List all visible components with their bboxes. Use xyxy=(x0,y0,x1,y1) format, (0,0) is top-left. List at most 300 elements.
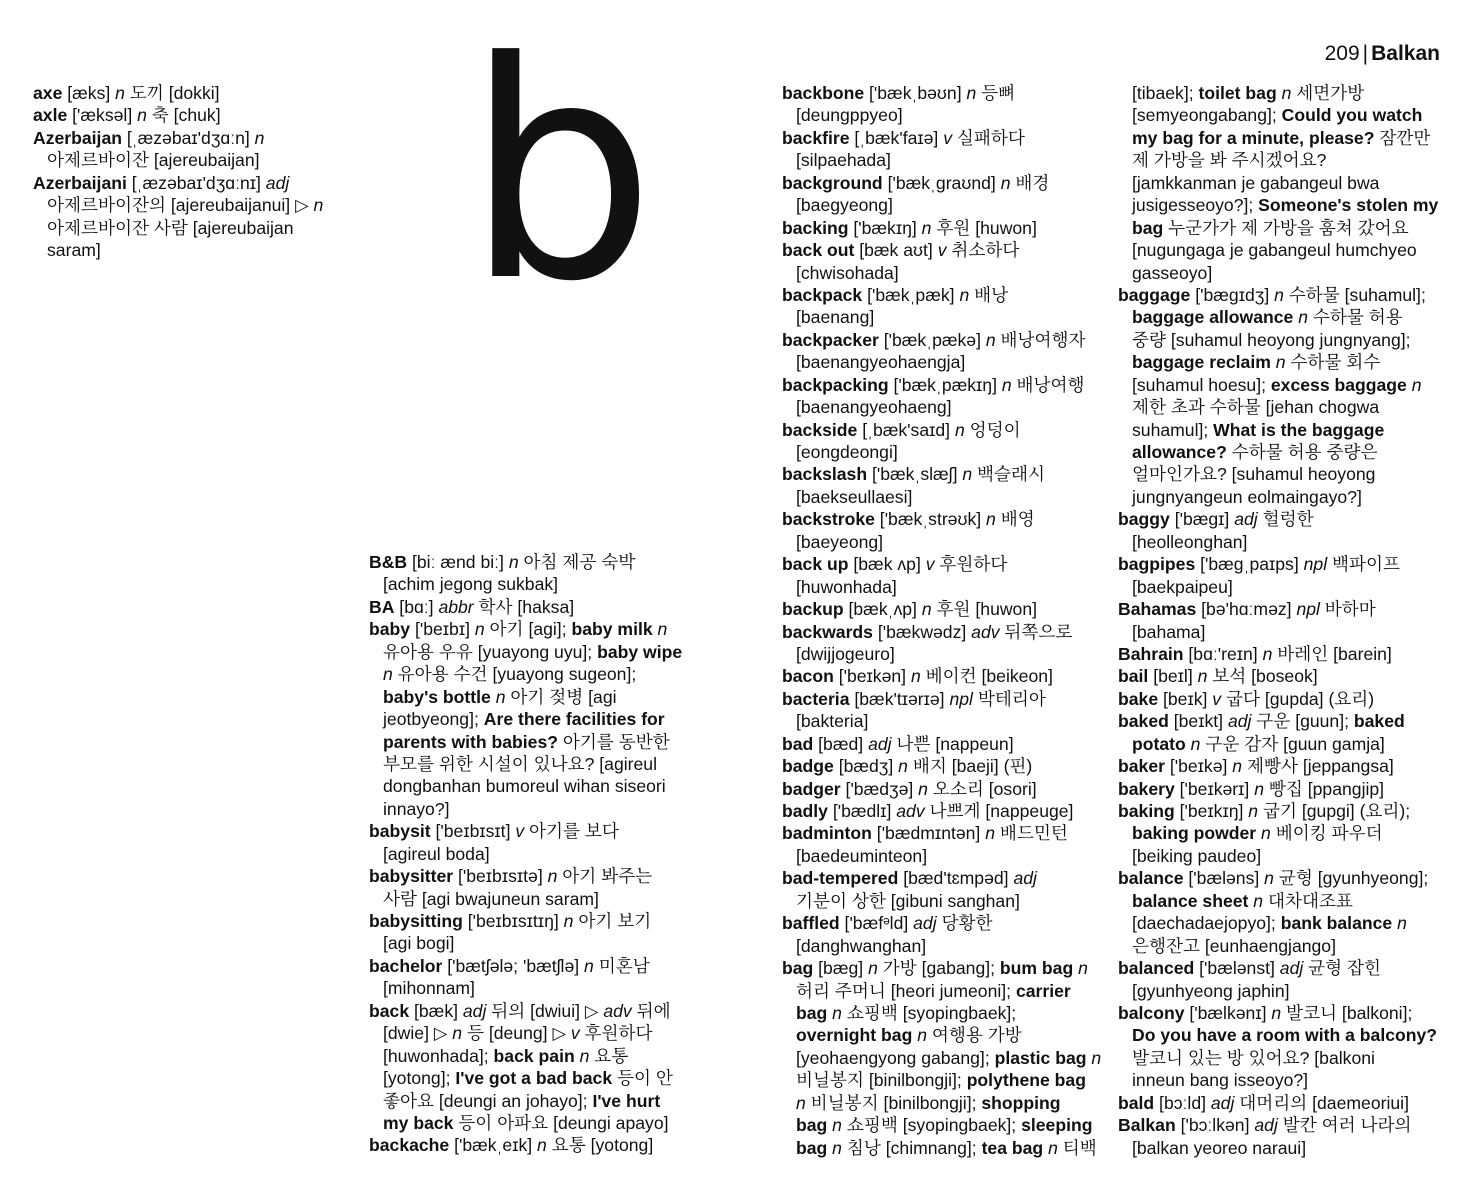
headword: background xyxy=(782,172,883,193)
entry-text: 베이컨 [beikeon] xyxy=(920,666,1053,687)
entry-line xyxy=(782,665,1112,687)
entry-line xyxy=(782,104,1112,126)
headword: baby wipe xyxy=(597,641,683,662)
part-of-speech: n xyxy=(1298,307,1309,328)
part-of-speech: n xyxy=(1281,83,1292,103)
entry-line xyxy=(782,306,1112,328)
entry-text: [bakteria] xyxy=(796,711,869,732)
part-of-speech: n xyxy=(474,619,485,640)
entry-text: 나쁘게 [nappeuge] xyxy=(924,801,1074,821)
headword: baked xyxy=(1118,711,1169,732)
entry-text: 아제르바이잔의 [ajereubaijanui] ▷ xyxy=(47,195,314,216)
entry-line xyxy=(369,820,699,842)
entry-text: 배경 xyxy=(1010,172,1050,193)
entry-line xyxy=(782,1047,1112,1069)
headword: I've hurt xyxy=(592,1090,661,1111)
entry-text: ['bælkənɪ] xyxy=(1184,1002,1272,1023)
headword: badly xyxy=(782,801,828,821)
entry-line xyxy=(782,508,1112,530)
headword: my bag for a minute, please? xyxy=(1132,127,1375,148)
entry-text: [bæd'tɛmpəd] xyxy=(898,868,1014,889)
entry-line xyxy=(369,843,699,865)
part-of-speech: adv xyxy=(603,1000,632,1021)
headword: backpacker xyxy=(782,329,879,350)
entry-text: 베이킹 파우더 xyxy=(1270,823,1383,844)
entry-line xyxy=(1118,374,1448,396)
headword: toilet bag xyxy=(1198,83,1277,103)
entry-line xyxy=(1118,531,1448,553)
headword: backpack xyxy=(782,284,863,305)
entry-text: 바레인 [barein] xyxy=(1272,643,1392,664)
part-of-speech: n xyxy=(832,1137,842,1158)
entry-line xyxy=(1118,957,1448,979)
entry-text: [æks] xyxy=(62,83,116,103)
part-of-speech: n xyxy=(1264,868,1274,889)
entry-line xyxy=(369,1022,699,1044)
entry-line xyxy=(1118,935,1448,957)
entry-text: 아기 보기 xyxy=(573,911,652,931)
entry-text: suhamul]; xyxy=(1132,419,1214,440)
entry-text: 쇼핑백 [syopingbaek]; xyxy=(841,1002,1017,1023)
entry-text: 아기를 동반한 xyxy=(558,731,670,752)
entry-line xyxy=(1118,1114,1448,1136)
headword: badger xyxy=(782,778,841,799)
entry-text: 제빵사 [jeppangsa] xyxy=(1242,756,1394,777)
headword: babysit xyxy=(369,821,431,842)
entry-line xyxy=(782,800,1112,822)
header-separator: | xyxy=(1362,42,1369,65)
entry-text: ['bækˌbəʊn] xyxy=(864,83,967,103)
entry-line xyxy=(782,980,1112,1002)
entry-text: ['bælənst] xyxy=(1194,958,1280,979)
part-of-speech: n xyxy=(1275,352,1286,373)
part-of-speech: n xyxy=(563,911,574,931)
entry-line xyxy=(782,284,1112,306)
entry-line xyxy=(369,775,699,797)
entry-text: 뒤에 xyxy=(631,1000,671,1021)
headword: polythene bag xyxy=(966,1070,1086,1091)
entry-text: 아침 제공 숙박 xyxy=(518,552,636,572)
entry-text: ['beɪkən] xyxy=(833,666,911,687)
headword: bacteria xyxy=(782,688,850,709)
entry-line xyxy=(782,890,1112,912)
part-of-speech: adj xyxy=(1013,868,1037,889)
entry-text: 후원하다 xyxy=(579,1023,653,1044)
part-of-speech: n xyxy=(1274,284,1284,305)
entry-line xyxy=(782,710,1112,732)
part-of-speech: n xyxy=(115,83,125,103)
entry-line xyxy=(1118,486,1448,508)
entry-line xyxy=(369,932,699,954)
entry-line xyxy=(369,798,699,820)
entry-line xyxy=(782,1114,1112,1136)
entry-line xyxy=(1118,239,1448,261)
part-of-speech: n xyxy=(921,599,932,620)
entry-text: [chwisohada] xyxy=(796,262,899,283)
part-of-speech: n xyxy=(657,619,668,640)
headword: Are there facilities for xyxy=(483,709,665,730)
part-of-speech: v xyxy=(943,127,952,148)
entry-line xyxy=(1118,1047,1448,1069)
headword: Bahrain xyxy=(1118,643,1184,664)
headword: bank balance xyxy=(1280,913,1393,934)
entry-line xyxy=(369,955,699,977)
entry-line xyxy=(1118,1002,1448,1024)
entry-line xyxy=(782,553,1112,575)
entry-text: 바하마 xyxy=(1319,599,1376,620)
entry-text: 발칸 여러 나라의 xyxy=(1277,1115,1412,1136)
entry-line xyxy=(1118,463,1448,485)
entry-line xyxy=(1118,867,1448,889)
entry-line xyxy=(369,663,699,685)
entry-text: ['beɪbɪ] xyxy=(410,619,475,640)
entry-text: ['bækˌpækə] xyxy=(878,329,986,350)
entry-line xyxy=(1118,598,1448,620)
part-of-speech: n xyxy=(985,329,996,350)
part-of-speech: n xyxy=(1000,172,1011,193)
part-of-speech: adj xyxy=(265,172,290,193)
entry-text: 후원 [huwon] xyxy=(931,599,1038,620)
part-of-speech: adv xyxy=(971,621,1000,642)
entry-line xyxy=(1118,755,1448,777)
part-of-speech: n xyxy=(918,778,928,799)
entry-line xyxy=(1118,1024,1448,1046)
entry-line xyxy=(782,643,1112,665)
entry-text: ['beɪbɪsɪt] xyxy=(430,821,516,842)
headword: axe xyxy=(33,83,63,103)
entry-line xyxy=(369,910,699,932)
entry-line xyxy=(782,867,1112,889)
headword: backache xyxy=(369,1135,450,1156)
entry-line xyxy=(369,1067,699,1089)
entry-line xyxy=(369,1112,699,1134)
entry-text: ['bækˌgraʊnd] xyxy=(882,172,1001,193)
guide-word: Balkan xyxy=(1371,42,1440,65)
part-of-speech: adj xyxy=(1254,1115,1278,1136)
entry-text: 유아용 우유 [yuayong uyu]; xyxy=(383,641,598,662)
entry-text: [bæk aʊt] xyxy=(854,240,938,261)
entry-text: 얼마인가요? [suhamul heoyong xyxy=(1132,464,1376,485)
entry-text: ['bɔːlkən] xyxy=(1175,1115,1255,1136)
entry-text: [jamkkanman je gabangeul bwa xyxy=(1132,172,1380,193)
entry-line xyxy=(782,755,1112,777)
entry-text: [daechadaejopyo]; xyxy=(1132,913,1281,934)
part-of-speech: n xyxy=(1078,958,1088,979)
entry-text: [semyeongabang]; xyxy=(1132,105,1282,126)
entry-text: 수하물 허용 중량은 xyxy=(1226,442,1378,462)
entry-text: [silpaehada] xyxy=(796,150,891,171)
part-of-speech: n xyxy=(1232,756,1243,777)
entry-line xyxy=(1118,1137,1448,1159)
headword: bail xyxy=(1118,666,1149,687)
dictionary-column-2 xyxy=(369,551,699,1157)
part-of-speech: adj xyxy=(462,1000,487,1021)
entry-text: ['bægˌpaɪps] xyxy=(1195,554,1304,575)
entry-text: [bækˌʌp] xyxy=(843,599,922,620)
entry-text: 티백 xyxy=(1057,1137,1097,1158)
entry-text: 등이 안 xyxy=(612,1068,673,1089)
entry-text: [baenangyeohaengja] xyxy=(796,352,966,373)
entry-text: [baedeuminteon] xyxy=(796,845,928,866)
entry-text: 백파이프 xyxy=(1327,554,1400,575)
entry-text: jusigesseoyo?]; xyxy=(1132,195,1259,216)
entry-text: 굽다 [gupda] (요리) xyxy=(1221,688,1375,709)
headword: bag xyxy=(1132,217,1164,238)
entry-text: 침낭 [chimnang]; xyxy=(841,1137,982,1158)
part-of-speech: n xyxy=(917,1025,928,1046)
part-of-speech: adj xyxy=(1234,509,1258,530)
entry-text: 수하물 회수 xyxy=(1285,352,1381,373)
headword: backwards xyxy=(782,621,873,642)
entry-text: [mihonnam] xyxy=(383,978,475,999)
entry-text: [agireul boda] xyxy=(383,843,490,864)
headword: Could you watch xyxy=(1281,105,1423,126)
entry-text: 아제르바이잔 [ajereubaijan] xyxy=(47,150,260,171)
part-of-speech: npl xyxy=(949,688,973,709)
entry-text: 취소하다 xyxy=(946,240,1020,261)
entry-text: 대차대조표 xyxy=(1263,890,1353,911)
entry-line xyxy=(1118,441,1448,463)
entry-line xyxy=(369,1045,699,1067)
headword: bad xyxy=(782,733,814,754)
headword: plastic bag xyxy=(994,1047,1087,1068)
entry-text: [beɪkt] xyxy=(1168,711,1228,732)
part-of-speech: adv xyxy=(896,801,925,821)
part-of-speech: n xyxy=(962,464,973,485)
entry-text: ['bædlɪ] xyxy=(827,801,897,821)
entry-text: [baekpaipeu] xyxy=(1132,576,1233,597)
entry-text: ['bædmɪntən] xyxy=(871,823,986,844)
entry-line xyxy=(1118,306,1448,328)
entry-text: [suhamul hoesu]; xyxy=(1132,374,1271,395)
page-header xyxy=(1325,40,1440,68)
part-of-speech: n xyxy=(1248,801,1259,821)
part-of-speech: n xyxy=(1197,666,1208,687)
entry-line xyxy=(1118,912,1448,934)
entry-text: 수하물 [suhamul]; xyxy=(1283,284,1426,305)
entry-line xyxy=(33,239,343,261)
entry-text: innayo?] xyxy=(383,798,450,819)
entry-text: ['beɪbɪsɪtə] xyxy=(453,866,548,887)
headword: baby's bottle xyxy=(383,686,491,707)
entry-text: 구운 [guun]; xyxy=(1251,711,1354,732)
part-of-speech: n xyxy=(954,419,965,440)
headword: carrier xyxy=(1015,980,1071,1001)
entry-text: [ˌæzəbaɪ'dʒɑːnɪ] xyxy=(126,172,266,193)
entry-text: [bæk ʌp] xyxy=(848,554,926,575)
entry-text: 아제르바이잔 사람 [ajereubaijan xyxy=(47,217,294,238)
entry-line xyxy=(782,441,1112,463)
entry-text: [yotong]; xyxy=(383,1068,456,1089)
headword: bum bag xyxy=(999,958,1074,979)
entry-text: 제 가방을 봐 주시겠어요? xyxy=(1132,150,1327,171)
part-of-speech: adj xyxy=(1227,711,1252,732)
entry-line xyxy=(782,1137,1112,1159)
part-of-speech: abbr xyxy=(438,596,474,617)
part-of-speech: n xyxy=(508,552,519,572)
entry-line xyxy=(782,217,1112,239)
headword: sleeping xyxy=(1021,1115,1093,1136)
entry-line xyxy=(1118,262,1448,284)
part-of-speech: n xyxy=(452,1023,463,1044)
entry-line xyxy=(782,621,1112,643)
entry-text: 수하물 허용 xyxy=(1308,307,1403,328)
headword: back xyxy=(369,1000,410,1021)
entry-text: 박테리아 xyxy=(972,688,1046,709)
entry-line xyxy=(782,463,1112,485)
headword: baking xyxy=(1118,801,1175,821)
entry-text: [tibaek]; xyxy=(1132,83,1199,103)
entry-text: [bɑː'reɪn] xyxy=(1183,643,1263,664)
entry-text: 사람 [agi bwajuneun saram] xyxy=(383,888,599,909)
part-of-speech: n xyxy=(1254,778,1264,799)
entry-text: 축 [chuk] xyxy=(146,105,221,126)
entry-text: 제한 초과 수하물 [jehan chogwa xyxy=(1132,397,1380,418)
entry-line xyxy=(1118,665,1448,687)
entry-text: 학사 [haksa] xyxy=(473,596,575,617)
headword: bag xyxy=(782,958,814,979)
entry-text: ['bækˌeɪk] xyxy=(449,1135,538,1156)
entry-line xyxy=(369,686,699,708)
entry-text: [bæk] xyxy=(409,1000,463,1021)
entry-text: 비닐봉지 [binilbongji]; xyxy=(805,1092,982,1113)
entry-text: 중량 [suhamul heoyong jungnyang]; xyxy=(1132,329,1411,350)
entry-text: 도끼 [dokki] xyxy=(124,83,220,103)
entry-text: [biː ænd biː] xyxy=(407,552,509,572)
entry-line xyxy=(782,912,1112,934)
entry-line xyxy=(369,573,699,595)
entry-text: [huwonhada] xyxy=(796,576,897,597)
entry-text: 등이 아파요 [deungi apayo] xyxy=(453,1112,669,1133)
headword: bald xyxy=(1118,1092,1155,1113)
entry-text: 등뼈 xyxy=(976,83,1016,103)
page-number: 209 xyxy=(1324,42,1360,65)
entry-line xyxy=(782,733,1112,755)
part-of-speech: v xyxy=(925,554,935,575)
entry-line xyxy=(369,731,699,753)
headword: badminton xyxy=(782,823,872,844)
entry-line xyxy=(369,641,699,663)
entry-text: [bɔːld] xyxy=(1154,1092,1211,1113)
entry-line xyxy=(1118,217,1448,239)
entry-text: 대머리의 [daemeoriui] xyxy=(1234,1092,1409,1113)
entry-text: 세면가방 xyxy=(1291,83,1365,103)
headword: back pain xyxy=(493,1045,575,1066)
headword: backup xyxy=(782,599,844,620)
entry-text: 배드민턴 xyxy=(995,823,1068,844)
entry-line xyxy=(782,957,1112,979)
entry-text: [baeyeong] xyxy=(796,531,884,552)
entry-text: [ˌbæk'saɪd] xyxy=(857,419,955,440)
part-of-speech: n xyxy=(537,1135,547,1156)
entry-text: [bə'hɑːməz] xyxy=(1196,599,1297,620)
entry-line xyxy=(782,598,1112,620)
part-of-speech: n xyxy=(1048,1137,1058,1158)
headword: shopping xyxy=(981,1092,1061,1113)
part-of-speech: n xyxy=(1091,1047,1102,1068)
entry-text: 쇼핑백 [syopingbaek]; xyxy=(841,1115,1022,1136)
entry-line xyxy=(1118,980,1448,1002)
entry-line xyxy=(1118,419,1448,441)
entry-line xyxy=(33,217,343,239)
entry-line xyxy=(782,127,1112,149)
entry-text: [ˌæzəbaɪ'dʒɑːn] xyxy=(121,127,255,148)
entry-text: [deungppyeo] xyxy=(796,105,903,126)
entry-text: [yeohaengyong gabang]; xyxy=(796,1047,995,1068)
headword: backside xyxy=(782,419,858,440)
part-of-speech: npl xyxy=(1296,599,1320,620)
headword: bakery xyxy=(1118,778,1175,799)
entry-line xyxy=(782,822,1112,844)
entry-line xyxy=(782,194,1112,216)
headword: balanced xyxy=(1118,958,1195,979)
part-of-speech: n xyxy=(1262,643,1273,664)
entry-text: ['bækˌpæk] xyxy=(862,284,960,305)
entry-text: 요통 [yotong] xyxy=(546,1135,654,1156)
part-of-speech: n xyxy=(910,666,921,687)
entry-line xyxy=(1118,82,1448,104)
entry-line xyxy=(33,104,343,126)
headword: allowance? xyxy=(1132,442,1227,462)
entry-text: ['bætʃələ; 'bætʃlə] xyxy=(442,955,585,976)
entry-line xyxy=(1118,396,1448,418)
headword: Azerbaijani xyxy=(33,172,127,193)
headword: badge xyxy=(782,756,834,777)
entry-text: [bahama] xyxy=(1132,621,1206,642)
entry-text: saram] xyxy=(47,240,101,261)
entry-text: 배낭여행자 xyxy=(995,329,1086,350)
headword: axle xyxy=(33,105,68,126)
part-of-speech: n xyxy=(313,195,324,216)
entry-line xyxy=(782,172,1112,194)
entry-text: jungnyangeun eolmaingayo?] xyxy=(1132,486,1362,507)
headword: tea bag xyxy=(981,1137,1044,1158)
entry-line xyxy=(1118,576,1448,598)
part-of-speech: n xyxy=(796,1092,806,1113)
entry-text: 후원하다 xyxy=(934,554,1008,575)
headword: my back xyxy=(383,1112,454,1133)
part-of-speech: n xyxy=(959,284,970,305)
entry-text: 잠깐만 xyxy=(1374,127,1431,148)
entry-text: 아기 [agi]; xyxy=(484,619,572,640)
headword: bake xyxy=(1118,688,1159,709)
headword: backing xyxy=(782,217,849,238)
entry-line xyxy=(782,351,1112,373)
entry-text: ['bægɪdʒ] xyxy=(1190,284,1275,305)
section-letter: b xyxy=(465,0,656,347)
entry-line xyxy=(1118,778,1448,800)
entry-text: 유아용 수건 [yuayong sugeon]; xyxy=(392,664,637,685)
entry-line xyxy=(782,374,1112,396)
part-of-speech: npl xyxy=(1303,554,1328,575)
part-of-speech: n xyxy=(584,955,594,976)
dictionary-column-4 xyxy=(1118,82,1448,1159)
entry-text: [beɪk] xyxy=(1158,688,1213,709)
entry-line xyxy=(1118,284,1448,306)
entry-line xyxy=(782,149,1112,171)
entry-text: ['bækˌpækɪŋ] xyxy=(888,374,1002,395)
headword: backstroke xyxy=(782,509,875,530)
entry-text: 보석 [boseok] xyxy=(1207,666,1318,687)
entry-text: 은행잔고 [eunhaengjango] xyxy=(1132,935,1336,956)
entry-line xyxy=(369,596,699,618)
headword: baggage xyxy=(1118,284,1191,305)
entry-text: ['bækˌstrəʊk] xyxy=(874,509,987,530)
entry-text: [agi bogi] xyxy=(383,933,455,954)
entry-line xyxy=(1118,172,1448,194)
entry-text: 누군가가 제 가방을 훔쳐 갔어요 xyxy=(1163,217,1409,238)
entry-line xyxy=(1118,845,1448,867)
